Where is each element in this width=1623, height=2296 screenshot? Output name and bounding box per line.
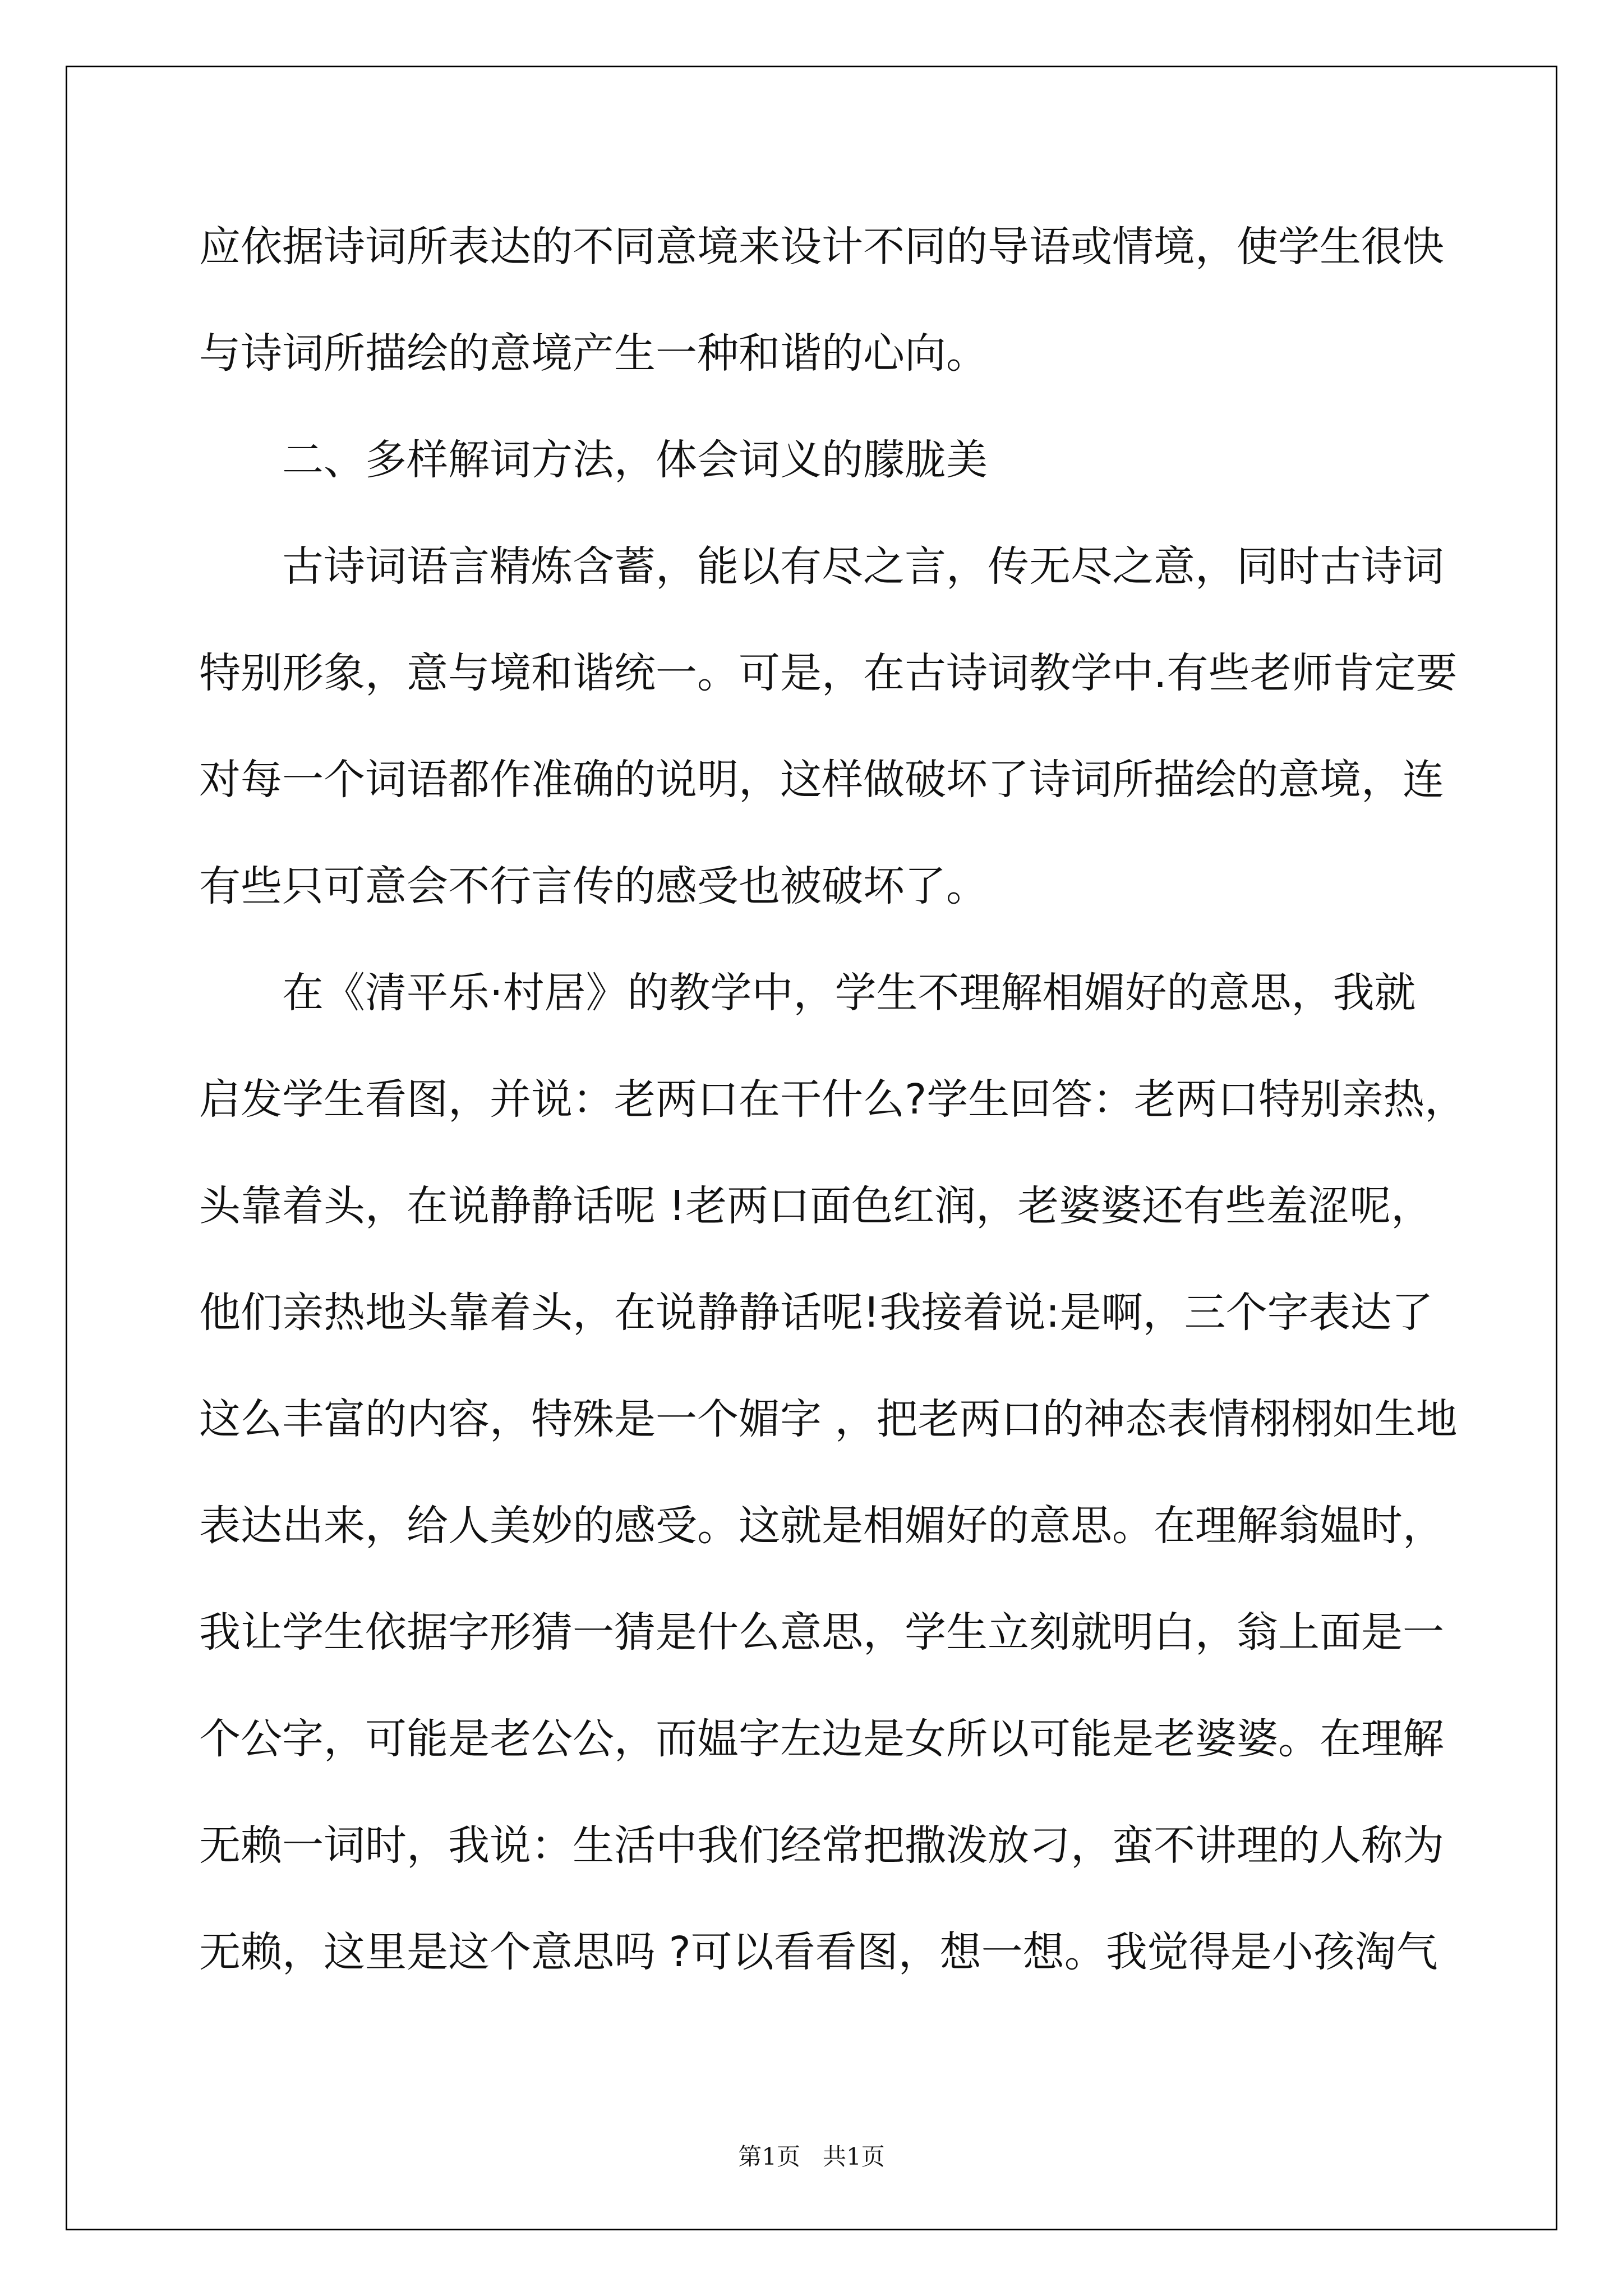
text-line: 特别形象，意与境和谐统一。可是，在古诗词教学中.有些老师肯定要: [199, 649, 1458, 697]
section-heading: 二、多样解词方法，体会词义的朦胧美: [282, 436, 988, 484]
text-line: 头靠着头，在说静静话呢 !老两口面色红润，老婆婆还有些羞涩呢，: [199, 1182, 1433, 1230]
page-number: 第1页 共1页: [738, 2143, 885, 2170]
text-line: 无赖一词时，我说：生活中我们经常把撒泼放刁，蛮不讲理的人称为: [199, 1821, 1444, 1870]
text-line: 我让学生依据字形猜一猜是什么意思，学生立刻就明白，翁上面是一: [199, 1608, 1444, 1657]
text-line: 个公字，可能是老公公，而媪字左边是女所以可能是老婆婆。在理解: [199, 1715, 1444, 1763]
text-line: 他们亲热地头靠着头，在说静静话呢!我接着说:是啊，三个字表达了: [199, 1289, 1433, 1337]
text-line: 这么丰富的内容，特殊是一个媚字 ，把老两口的神态表情栩栩如生地: [199, 1395, 1458, 1443]
text-line: 有些只可意会不行言传的感受也被破坏了。: [199, 862, 988, 910]
text-line: 在《清平乐·村居》的教学中，学生不理解相媚好的意思，我就: [282, 969, 1416, 1017]
text-line: 无赖，这里是这个意思吗 ?可以看看图，想一想。我觉得是小孩淘气: [199, 1928, 1438, 1976]
text-line: 与诗词所描绘的意境产生一种和谐的心向。: [199, 329, 988, 378]
text-line: 古诗词语言精炼含蓄，能以有尽之言，传无尽之意，同时古诗词: [282, 542, 1444, 591]
text-line: 启发学生看图，并说：老两口在干什么?学生回答：老两口特别亲热，: [199, 1075, 1467, 1124]
text-line: 对每一个词语都作准确的说明，这样做破坏了诗词所描绘的意境，连: [199, 756, 1444, 804]
text-line: 应依据诗词所表达的不同意境来设计不同的导语或情境，使学生很快: [199, 223, 1444, 271]
page-border: [66, 66, 1557, 2230]
text-line: 表达出来，给人美妙的感受。这就是相媚好的意思。在理解翁媪时，: [199, 1502, 1444, 1550]
